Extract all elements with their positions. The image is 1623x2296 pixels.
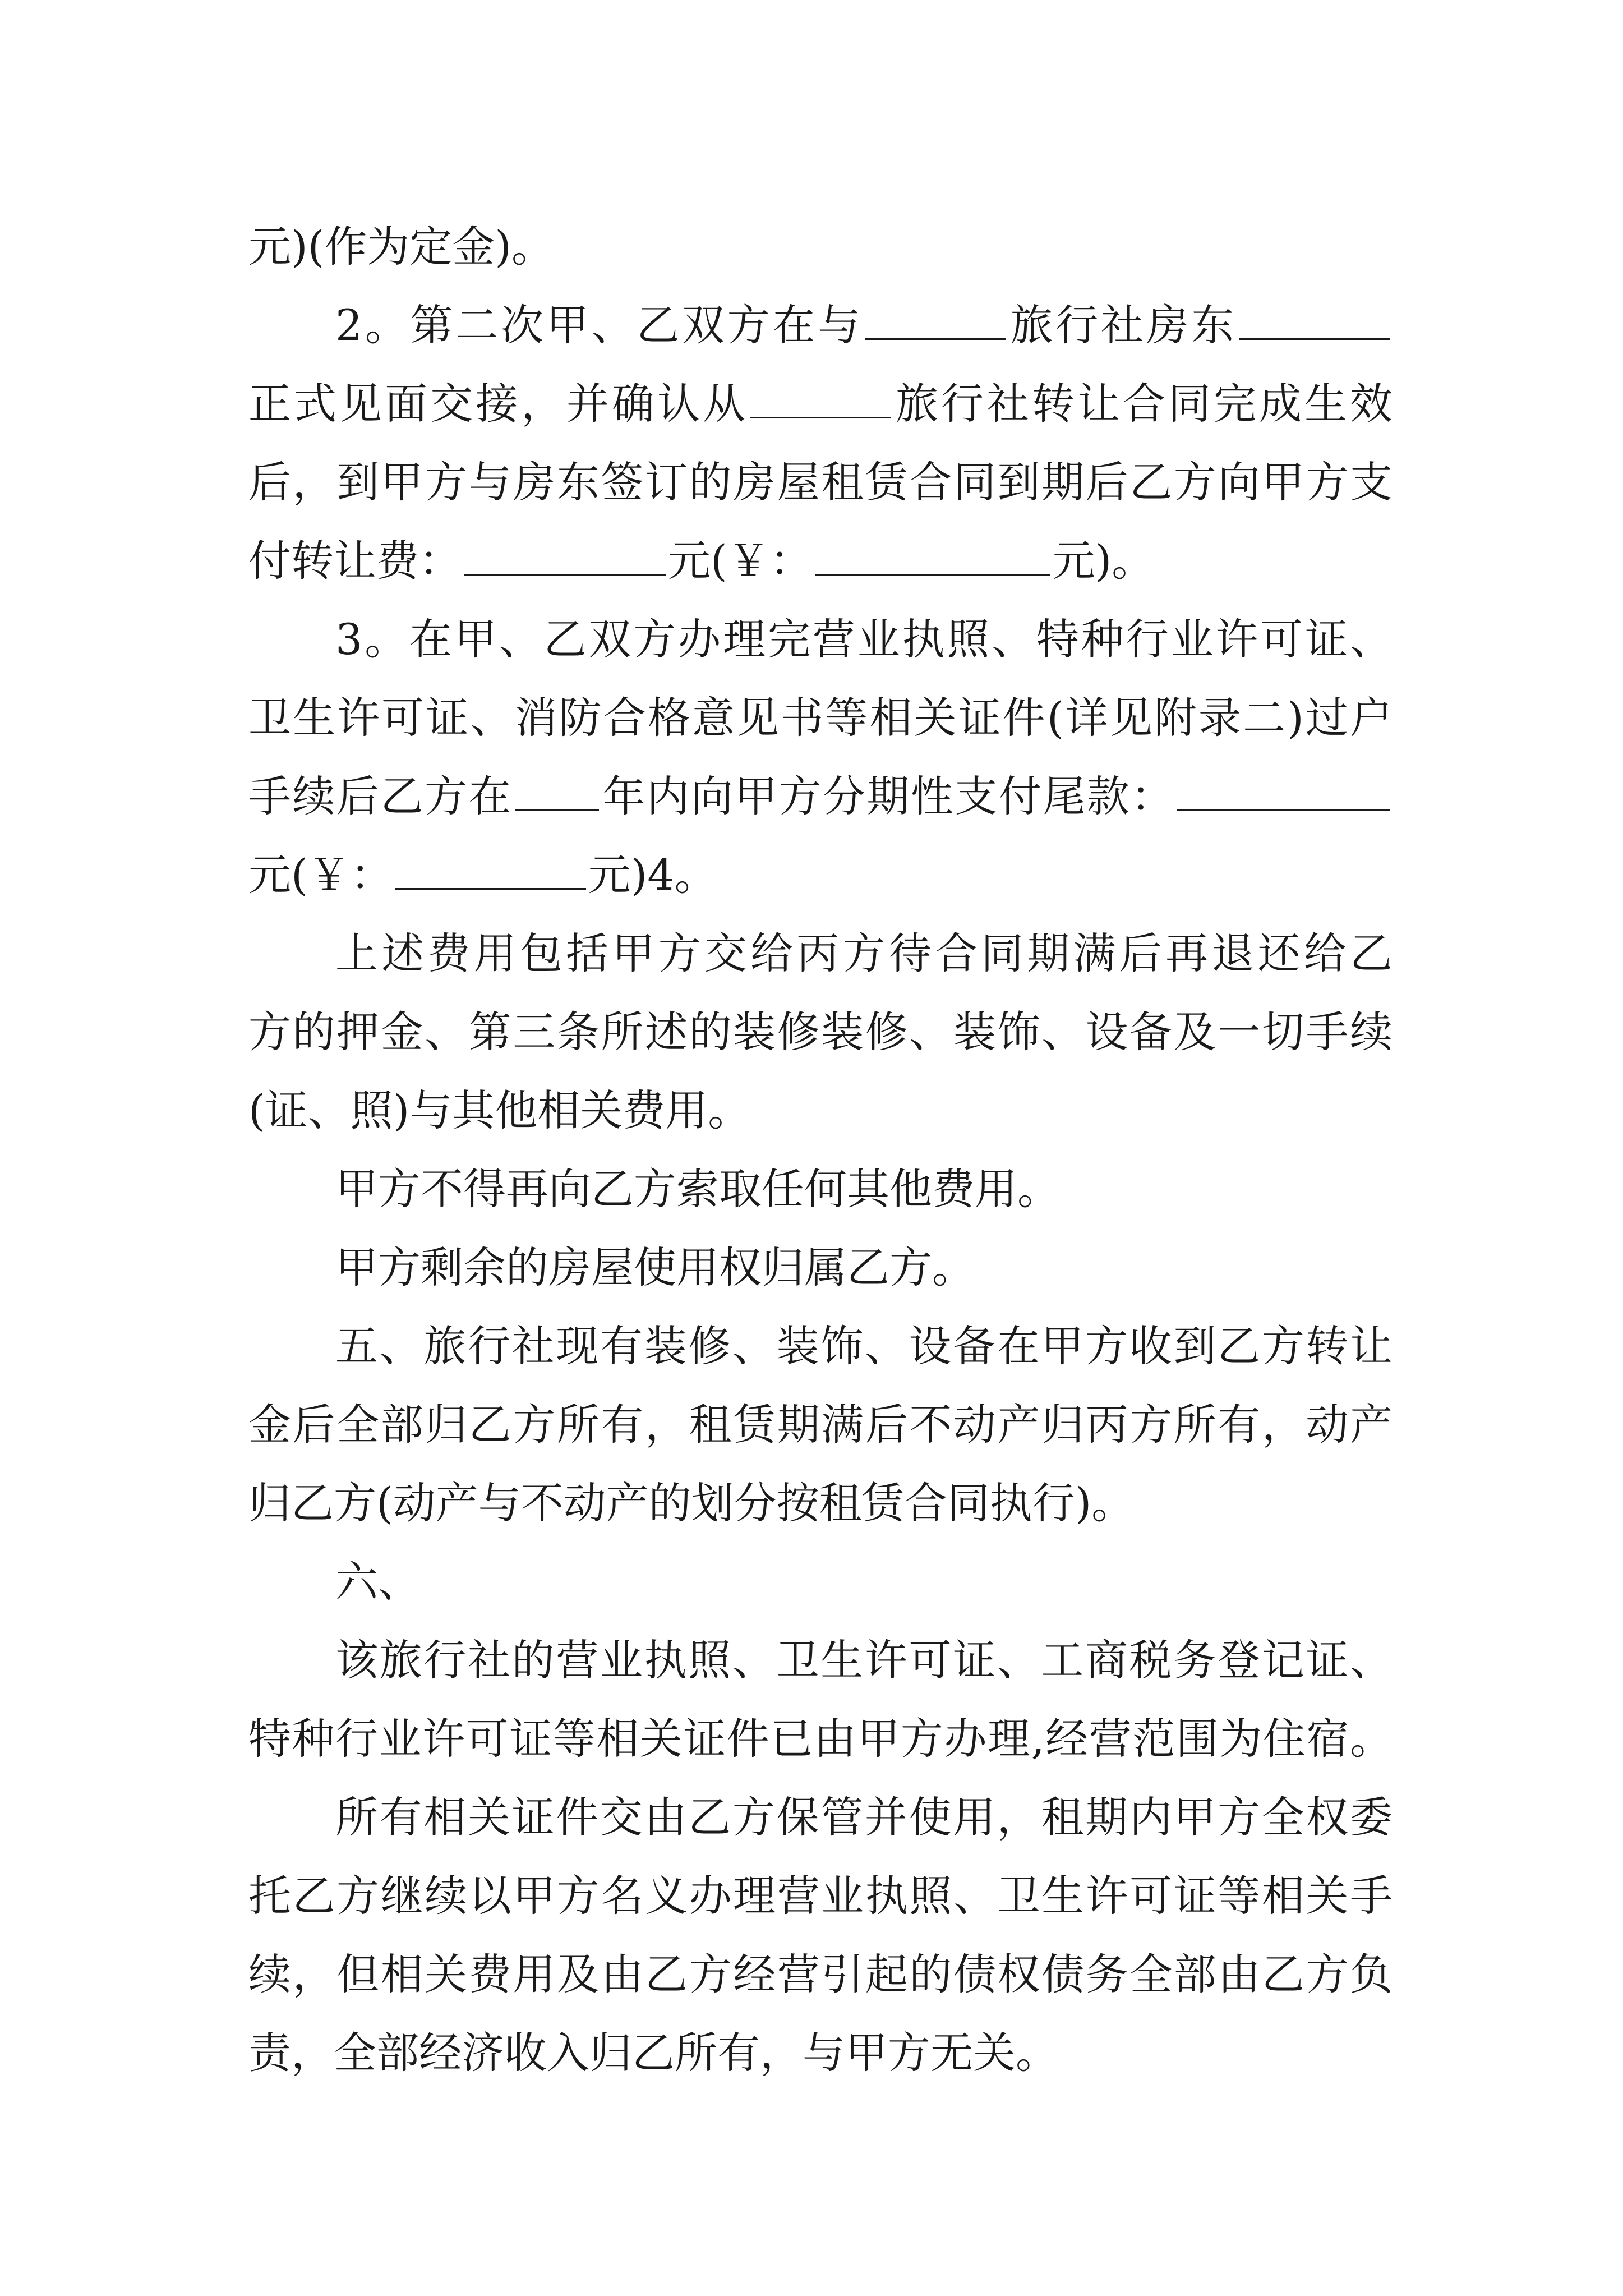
text-line: [248, 993, 1393, 1071]
fill-in-blank: [815, 573, 1050, 576]
text-run: (证、照)与其他相关费用。: [248, 1085, 751, 1135]
text-run: 该旅行社的营业执照、卫生许可证、工商税务登记证、: [335, 1635, 1393, 1685]
text-line: [248, 2014, 1393, 2092]
text-line: [248, 1857, 1393, 1935]
text-run: 六、: [335, 1557, 421, 1607]
text-run: 所有相关证件交由乙方保管并使用，租期内甲方全权委: [335, 1792, 1393, 1842]
text-line: [335, 600, 1393, 679]
text-run: 元(￥：: [248, 850, 393, 900]
text-line: [335, 1778, 1393, 1857]
text-run: 2。第二次甲、乙双方在与: [335, 300, 863, 350]
text-line: [248, 1071, 1393, 1150]
text-line: [335, 286, 1393, 365]
text-run: 元)(作为定金)。: [248, 222, 554, 272]
fill-in-blank: [395, 887, 586, 890]
text-line: [248, 208, 1393, 286]
text-run: 旅行社转让合同完成生效: [893, 379, 1393, 429]
text-line: [248, 522, 1393, 600]
text-run: 元(￥：: [668, 536, 813, 586]
text-line: [248, 836, 1393, 914]
text-run: 3。在甲、乙双方办理完营业执照、特种行业许可证、: [335, 614, 1393, 664]
text-line: [335, 914, 1393, 993]
text-run: 年内向甲方分期性支付尾款：: [601, 771, 1175, 821]
text-run: 上述费用包括甲方交给丙方待合同期满后再退还给乙: [335, 928, 1393, 978]
text-run: 后，到甲方与房东签订的房屋租赁合同到期后乙方向甲方支: [248, 457, 1393, 507]
text-run: 元)。: [1052, 536, 1155, 586]
text-run: 特种行业许可证等相关证件已由甲方办理,经营范围为住宿。: [248, 1714, 1393, 1764]
text-run: 元)4。: [588, 850, 717, 900]
text-run: 托乙方继续以甲方名义办理营业执照、卫生许可证等相关手: [248, 1871, 1393, 1921]
text-line: [248, 679, 1393, 757]
text-line: [335, 1150, 1393, 1228]
text-line: [335, 1621, 1393, 1700]
text-run: 付转让费：: [248, 536, 462, 586]
fill-in-blank: [750, 416, 891, 418]
fill-in-blank: [1177, 809, 1390, 811]
text-line: [335, 1228, 1393, 1307]
text-run: 甲方剩余的房屋使用权归属乙方。: [335, 1243, 975, 1292]
text-line: [335, 1543, 1393, 1621]
text-run: 归乙方(动产与不动产的划分按租赁合同执行)。: [248, 1478, 1135, 1528]
text-run: 五、旅行社现有装修、装饰、设备在甲方收到乙方转让: [335, 1321, 1393, 1371]
text-line: [248, 1935, 1393, 2014]
text-line: [248, 365, 1393, 443]
text-line: [248, 443, 1393, 522]
text-run: 金后全部归乙方所有，租赁期满后不动产归丙方所有，动产: [248, 1400, 1393, 1450]
text-line: [248, 1464, 1393, 1543]
text-run: 卫生许可证、消防合格意见书等相关证件(详见附录二)过户: [248, 693, 1393, 743]
text-run: 方的押金、第三条所述的装修装修、装饰、设备及一切手续: [248, 1007, 1393, 1057]
text-run: 甲方不得再向乙方索取任何其他费用。: [335, 1164, 1060, 1214]
text-line: [248, 1700, 1393, 1778]
fill-in-blank: [515, 809, 599, 811]
fill-in-blank: [464, 573, 666, 576]
fill-in-blank: [1239, 338, 1390, 340]
text-line: [248, 757, 1393, 836]
text-run: 手续后乙方在: [248, 771, 513, 821]
text-line: [335, 1307, 1393, 1386]
text-run: 旅行社房东: [1007, 300, 1237, 350]
text-run: 责，全部经济收入归乙所有，与甲方无关。: [248, 2028, 1058, 2078]
text-run: 正式见面交接，并确认从: [248, 379, 748, 429]
text-run: 续，但相关费用及由乙方经营引起的债权债务全部由乙方负: [248, 1949, 1393, 1999]
text-line: [248, 1386, 1393, 1464]
fill-in-blank: [865, 338, 1006, 340]
